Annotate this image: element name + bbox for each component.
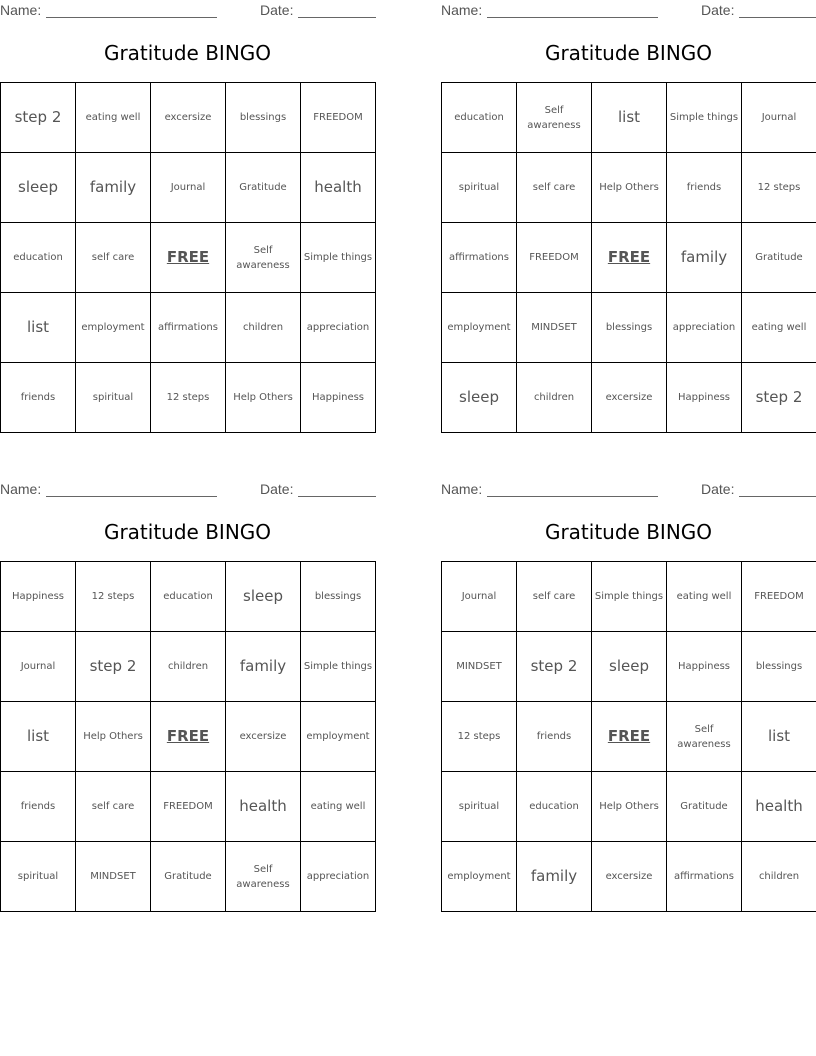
bingo-grid <box>441 82 816 433</box>
bingo-cell[interactable]: education <box>151 562 226 632</box>
bingo-cell[interactable]: spiritual <box>76 363 151 433</box>
date-blank-line <box>739 17 816 18</box>
grid-row <box>442 562 816 632</box>
bingo-cell[interactable]: 12 steps <box>76 562 151 632</box>
free-cell[interactable]: FREE <box>592 223 667 293</box>
bingo-cell[interactable]: education <box>517 772 592 842</box>
grid-row <box>1 772 376 842</box>
bingo-cell[interactable]: appreciation <box>667 293 742 363</box>
name-blank-line <box>46 496 217 497</box>
grid-row <box>1 562 376 632</box>
name-date-row <box>0 2 375 20</box>
name-date-row <box>441 481 816 499</box>
bingo-cell[interactable]: Self awareness <box>226 842 301 912</box>
card-title: Gratitude BINGO <box>544 520 713 544</box>
bingo-cell[interactable]: Gratitude <box>226 153 301 223</box>
bingo-cell[interactable]: sleep <box>592 632 667 702</box>
bingo-cell[interactable]: excersize <box>592 842 667 912</box>
bingo-cell[interactable]: MINDSET <box>517 293 592 363</box>
bingo-cell[interactable]: list <box>1 702 76 772</box>
bingo-cell[interactable]: spiritual <box>442 772 517 842</box>
name-date-row <box>441 2 816 20</box>
grid-row <box>1 842 376 912</box>
bingo-cell[interactable]: FREEDOM <box>517 223 592 293</box>
date-label: Date: <box>260 481 294 497</box>
bingo-cell[interactable]: friends <box>1 363 76 433</box>
grid-row <box>442 83 816 153</box>
date-label: Date: <box>701 2 735 18</box>
grid-row <box>442 293 816 363</box>
free-cell[interactable]: FREE <box>151 702 226 772</box>
bingo-cell[interactable]: step 2 <box>742 363 816 433</box>
bingo-cell[interactable]: blessings <box>301 562 376 632</box>
bingo-cell[interactable]: children <box>517 363 592 433</box>
bingo-cell[interactable]: eating well <box>76 83 151 153</box>
bingo-cell[interactable]: Self awareness <box>667 702 742 772</box>
name-label: Name: <box>441 481 483 497</box>
bingo-cell[interactable]: spiritual <box>442 153 517 223</box>
bingo-cell[interactable]: self care <box>76 772 151 842</box>
bingo-cell[interactable]: MINDSET <box>76 842 151 912</box>
bingo-cell[interactable]: FREEDOM <box>151 772 226 842</box>
date-blank-line <box>298 17 376 18</box>
bingo-cell[interactable]: Journal <box>742 83 816 153</box>
bingo-cell[interactable]: eating well <box>301 772 376 842</box>
name-blank-line <box>46 17 217 18</box>
grid-row <box>442 223 816 293</box>
grid-row <box>1 293 376 363</box>
name-date-row <box>0 481 375 499</box>
bingo-cell[interactable]: Gratitude <box>742 223 816 293</box>
bingo-cell[interactable]: excersize <box>151 83 226 153</box>
bingo-card-1 <box>0 0 375 435</box>
grid-row <box>442 842 816 912</box>
bingo-cell[interactable]: excersize <box>592 363 667 433</box>
bingo-cell[interactable]: step 2 <box>1 83 76 153</box>
bingo-cell[interactable]: sleep <box>226 562 301 632</box>
grid-row <box>1 702 376 772</box>
bingo-cell[interactable]: family <box>226 632 301 702</box>
bingo-card-2 <box>441 0 816 435</box>
bingo-cell[interactable]: self care <box>76 223 151 293</box>
bingo-cell[interactable]: self care <box>517 562 592 632</box>
bingo-cell[interactable]: Simple things <box>592 562 667 632</box>
bingo-cell[interactable]: Happiness <box>667 632 742 702</box>
name-label: Name: <box>0 2 42 18</box>
name-label: Name: <box>441 2 483 18</box>
bingo-cell[interactable]: blessings <box>742 632 816 702</box>
date-label: Date: <box>701 481 735 497</box>
bingo-cell[interactable]: eating well <box>667 562 742 632</box>
bingo-cell[interactable]: Help Others <box>592 772 667 842</box>
date-blank-line <box>739 496 816 497</box>
bingo-cell[interactable]: Journal <box>442 562 517 632</box>
bingo-cell[interactable]: MINDSET <box>442 632 517 702</box>
bingo-cell[interactable]: Self awareness <box>226 223 301 293</box>
bingo-cell[interactable]: Journal <box>151 153 226 223</box>
bingo-cell[interactable]: sleep <box>1 153 76 223</box>
bingo-cell[interactable]: employment <box>442 842 517 912</box>
grid-row <box>1 153 376 223</box>
bingo-cell[interactable]: excersize <box>226 702 301 772</box>
grid-row <box>1 223 376 293</box>
grid-row <box>442 632 816 702</box>
bingo-cell[interactable]: Happiness <box>667 363 742 433</box>
bingo-card-4 <box>441 479 816 914</box>
grid-row <box>1 83 376 153</box>
bingo-cell[interactable]: Happiness <box>301 363 376 433</box>
bingo-cell[interactable]: Gratitude <box>151 842 226 912</box>
bingo-cell[interactable]: 12 steps <box>151 363 226 433</box>
bingo-cell[interactable]: Help Others <box>76 702 151 772</box>
bingo-cell[interactable]: family <box>667 223 742 293</box>
bingo-cell[interactable]: employment <box>442 293 517 363</box>
bingo-cell[interactable]: Help Others <box>226 363 301 433</box>
bingo-cell[interactable]: eating well <box>742 293 816 363</box>
bingo-cell[interactable]: affirmations <box>442 223 517 293</box>
bingo-cell[interactable]: affirmations <box>667 842 742 912</box>
date-label: Date: <box>260 2 294 18</box>
grid-row <box>1 632 376 702</box>
bingo-cell[interactable]: employment <box>76 293 151 363</box>
bingo-cell[interactable]: list <box>1 293 76 363</box>
bingo-cell[interactable]: friends <box>1 772 76 842</box>
date-blank-line <box>298 496 376 497</box>
bingo-cell[interactable]: Simple things <box>301 223 376 293</box>
bingo-cell[interactable]: education <box>442 83 517 153</box>
bingo-cell[interactable]: appreciation <box>301 293 376 363</box>
card-title: Gratitude BINGO <box>103 41 272 65</box>
bingo-cell[interactable]: step 2 <box>76 632 151 702</box>
bingo-cell[interactable]: health <box>226 772 301 842</box>
bingo-cell[interactable]: health <box>301 153 376 223</box>
bingo-cell[interactable]: Journal <box>1 632 76 702</box>
bingo-cell[interactable]: FREEDOM <box>301 83 376 153</box>
bingo-grid <box>0 561 376 912</box>
bingo-cell[interactable]: Gratitude <box>667 772 742 842</box>
free-cell[interactable]: FREE <box>592 702 667 772</box>
bingo-cell[interactable]: self care <box>517 153 592 223</box>
free-cell[interactable]: FREE <box>151 223 226 293</box>
bingo-card-3 <box>0 479 375 914</box>
grid-row <box>442 363 816 433</box>
bingo-cell[interactable]: family <box>76 153 151 223</box>
bingo-cell[interactable]: Simple things <box>301 632 376 702</box>
bingo-cell[interactable]: Help Others <box>592 153 667 223</box>
grid-row <box>442 153 816 223</box>
name-label: Name: <box>0 481 42 497</box>
bingo-cell[interactable]: step 2 <box>517 632 592 702</box>
bingo-cell[interactable]: family <box>517 842 592 912</box>
bingo-cell[interactable]: affirmations <box>151 293 226 363</box>
grid-row <box>442 772 816 842</box>
bingo-cell[interactable]: Simple things <box>667 83 742 153</box>
bingo-cell[interactable]: list <box>592 83 667 153</box>
card-title: Gratitude BINGO <box>544 41 713 65</box>
bingo-cell[interactable]: 12 steps <box>742 153 816 223</box>
grid-row <box>1 363 376 433</box>
bingo-cell[interactable]: health <box>742 772 816 842</box>
bingo-cell[interactable]: blessings <box>226 83 301 153</box>
bingo-cell[interactable]: education <box>1 223 76 293</box>
bingo-cell[interactable]: children <box>742 842 816 912</box>
bingo-cell[interactable]: employment <box>301 702 376 772</box>
card-title: Gratitude BINGO <box>103 520 272 544</box>
bingo-cell[interactable]: sleep <box>442 363 517 433</box>
bingo-cell[interactable]: Self awareness <box>517 83 592 153</box>
grid-row <box>442 702 816 772</box>
bingo-cell[interactable]: list <box>742 702 816 772</box>
bingo-cell[interactable]: friends <box>517 702 592 772</box>
bingo-cell[interactable]: FREEDOM <box>742 562 816 632</box>
bingo-cell[interactable]: Happiness <box>1 562 76 632</box>
bingo-cell[interactable]: blessings <box>592 293 667 363</box>
name-blank-line <box>487 496 658 497</box>
bingo-cell[interactable]: appreciation <box>301 842 376 912</box>
bingo-grid <box>0 82 376 433</box>
bingo-cell[interactable]: 12 steps <box>442 702 517 772</box>
bingo-cell[interactable]: friends <box>667 153 742 223</box>
bingo-cell[interactable]: children <box>151 632 226 702</box>
bingo-cell[interactable]: children <box>226 293 301 363</box>
name-blank-line <box>487 17 658 18</box>
bingo-grid <box>441 561 816 912</box>
bingo-cell[interactable]: spiritual <box>1 842 76 912</box>
